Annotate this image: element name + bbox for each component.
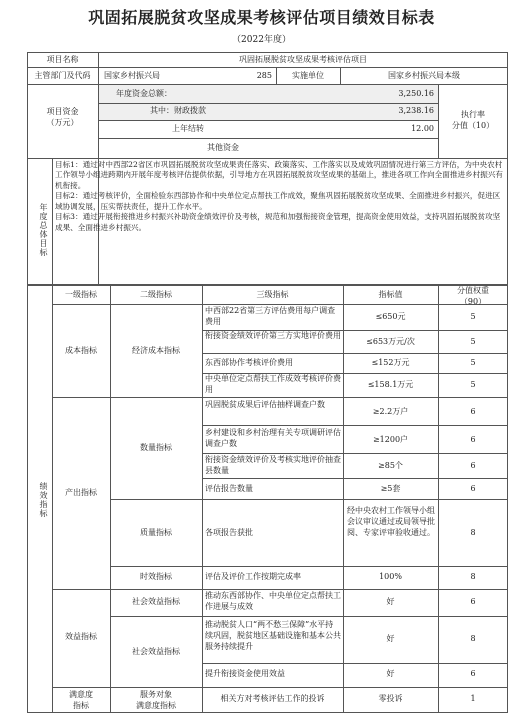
level2-timeliness: 时效指标	[140, 572, 172, 581]
row-indicator-score: 5	[470, 337, 476, 346]
row-indicator-score: 5	[470, 312, 476, 321]
row-indicator-score: 6	[470, 484, 476, 493]
divider	[202, 353, 508, 354]
divider	[52, 397, 508, 398]
row-indicator-value: 好	[386, 634, 395, 643]
dept-label: 主管部门及代码	[34, 71, 91, 80]
header-score: 分值权重 （90）	[457, 286, 489, 306]
row-indicator-score: 1	[470, 694, 476, 703]
goals-text: 目标1：通过对中西部22省区市巩固拓展脱贫攻坚成果责任落实、政策落实、工作落实以及成效巩固情况进行第三方评估，为中央农村工作领导小组进跨期内开展年度考核评估提供依据，引导地方在巩固拓展脱贫攻坚成果的基础上，推进各项工作向全面推进乡村振兴有机衔接。 目标2：通过考核评价，全面检验东西部协作和中央单位定点帮扶工作成效，聚焦巩固拓展脱贫攻坚成果、全面推进乡村振兴，促进区域协调发展，压实帮扶责任，提升工作水平。 目标3：通过开展衔接推进乡村振兴补助资金绩效评价及考核，规范和加强衔接资金管理，提高资金使用效益，支持巩固拓展脱贫攻坚成果、全面推进乡村振兴。	[55, 160, 504, 232]
document-year: （2022年度）	[232, 35, 291, 45]
row-indicator-value: ≤650元	[375, 312, 406, 321]
goals-label: 年度总体目标	[39, 203, 48, 257]
row-indicator-name: 推动东西部协作、中央单位定点帮扶工作进展与成效	[205, 591, 341, 611]
row-indicator-name: 巩固脱贫成果后评估抽样调查户数	[205, 400, 325, 409]
level2-quantity: 数量指标	[140, 443, 172, 452]
header-level1: 一级指标	[65, 290, 97, 299]
funds-total-value: 3,250.16	[398, 89, 434, 98]
level1-cost: 成本指标	[65, 346, 97, 355]
divider	[202, 663, 508, 664]
divider	[98, 120, 438, 121]
row-indicator-score: 6	[470, 597, 476, 606]
document-title: 巩固拓展脱贫攻坚成果考核评估项目绩效目标表	[88, 8, 435, 27]
row-indicator-score: 6	[470, 407, 476, 416]
level2-service-satisfaction: 服务对象 满意度指标	[136, 690, 176, 710]
row-indicator-name: 衔接资金绩效评价及考核实地评价抽查县数量	[205, 455, 341, 475]
divider	[202, 478, 508, 479]
funds-label: 项目资金 （万元）	[46, 107, 79, 127]
row-indicator-name: 东西部协作考核评价费用	[205, 358, 293, 367]
row-indicator-name: 评估报告数量	[205, 484, 253, 493]
divider	[52, 687, 508, 688]
project-name-value: 巩固拓展脱贫攻坚成果考核评估项目	[239, 55, 367, 64]
row-indicator-name: 中西部22省第三方评估费用每户调查费用	[205, 306, 336, 326]
row-indicator-name: 各项报告获批	[205, 528, 253, 537]
row-indicator-name: 衔接资金绩效评价第三方实地评价费用	[205, 331, 341, 340]
impl-label: 实施单位	[292, 71, 324, 80]
row-indicator-name: 提升衔接资金使用效益	[205, 669, 285, 678]
dept-value: 国家乡村振兴局	[104, 71, 160, 80]
funds-carryover-label: 上年结转	[172, 124, 204, 133]
project-name-label: 项目名称	[46, 55, 79, 64]
row-indicator-score: 6	[470, 435, 476, 444]
row-indicator-value: 经中央农村工作领导小组会议审议通过或局领导批阅、专家评审验收通过。	[347, 506, 435, 537]
exec-rate-label: 执行率 分值（10）	[451, 110, 495, 130]
level2-social-benefit: 社会效益指标	[132, 597, 180, 606]
funds-total-label: 年度资金总额：	[116, 89, 172, 98]
row-indicator-name: 中央单位定点帮扶工作成效考核评价费用	[205, 374, 341, 394]
dept-code: 285	[256, 71, 272, 80]
row-indicator-value: ≥5套	[380, 484, 401, 493]
level2-economic-cost: 经济成本指标	[132, 346, 180, 355]
row-indicator-value: 好	[386, 597, 395, 606]
level2-social-benefit: 社会效益指标	[132, 647, 180, 656]
indicators-side-label: 绩效指标	[39, 482, 48, 518]
divider	[110, 499, 508, 500]
row-indicator-value: 100%	[379, 572, 402, 581]
funds-other-label: 其他资金	[207, 143, 239, 152]
row-indicator-value: ≤653万元/次	[366, 337, 415, 346]
divider	[110, 616, 508, 617]
row-indicator-value: ≥85个	[378, 461, 403, 470]
row-indicator-value: ≤158.1万元	[367, 380, 414, 389]
funds-fiscal-value: 3,238.16	[398, 106, 434, 115]
row-indicator-name: 评估及评价工作按期完成率	[205, 572, 301, 581]
level1-satisfaction: 满意度 指标	[69, 690, 93, 710]
row-indicator-score: 8	[470, 572, 476, 581]
level1-benefit: 效益指标	[65, 632, 97, 641]
divider	[98, 138, 438, 139]
row-indicator-score: 6	[470, 461, 476, 470]
divider	[52, 158, 53, 285]
impl-value: 国家乡村振兴局本级	[388, 71, 460, 80]
row-indicator-score: 5	[470, 358, 476, 367]
divider	[27, 158, 508, 159]
row-indicator-value: ≤152万元	[371, 358, 410, 367]
funds-carryover-value: 12.00	[411, 124, 434, 133]
row-indicator-value: 零投诉	[378, 694, 403, 703]
row-indicator-value: ≥2.2万户	[372, 407, 409, 416]
row-indicator-name: 乡村建设和乡村治理有关专项调研评估调查户数	[205, 428, 341, 448]
row-indicator-score: 8	[470, 528, 476, 537]
divider	[110, 566, 508, 567]
row-indicator-value: 好	[386, 669, 395, 678]
header-value: 指标值	[378, 290, 403, 299]
funds-fiscal-label: 其中：财政拨款	[150, 106, 206, 115]
header-level2: 二级指标	[140, 290, 172, 299]
row-indicator-name: 相关方对考核评估工作的投诉	[220, 694, 325, 703]
header-level3: 三级指标	[256, 290, 289, 299]
row-indicator-score: 5	[470, 380, 476, 389]
divider	[202, 425, 508, 426]
divider	[202, 453, 508, 454]
divider	[27, 67, 508, 68]
row-indicator-score: 6	[470, 669, 476, 678]
level2-quality: 质量指标	[140, 528, 172, 537]
row-indicator-score: 8	[470, 634, 476, 643]
level1-output: 产出指标	[65, 488, 97, 497]
row-indicator-value: ≥1200户	[372, 435, 409, 444]
row-indicator-name: 推动脱贫人口“两不愁三保障”水平持续巩固，脱贫地区基础设施和基本公共服务持续提升	[205, 620, 341, 651]
divider	[52, 589, 508, 590]
